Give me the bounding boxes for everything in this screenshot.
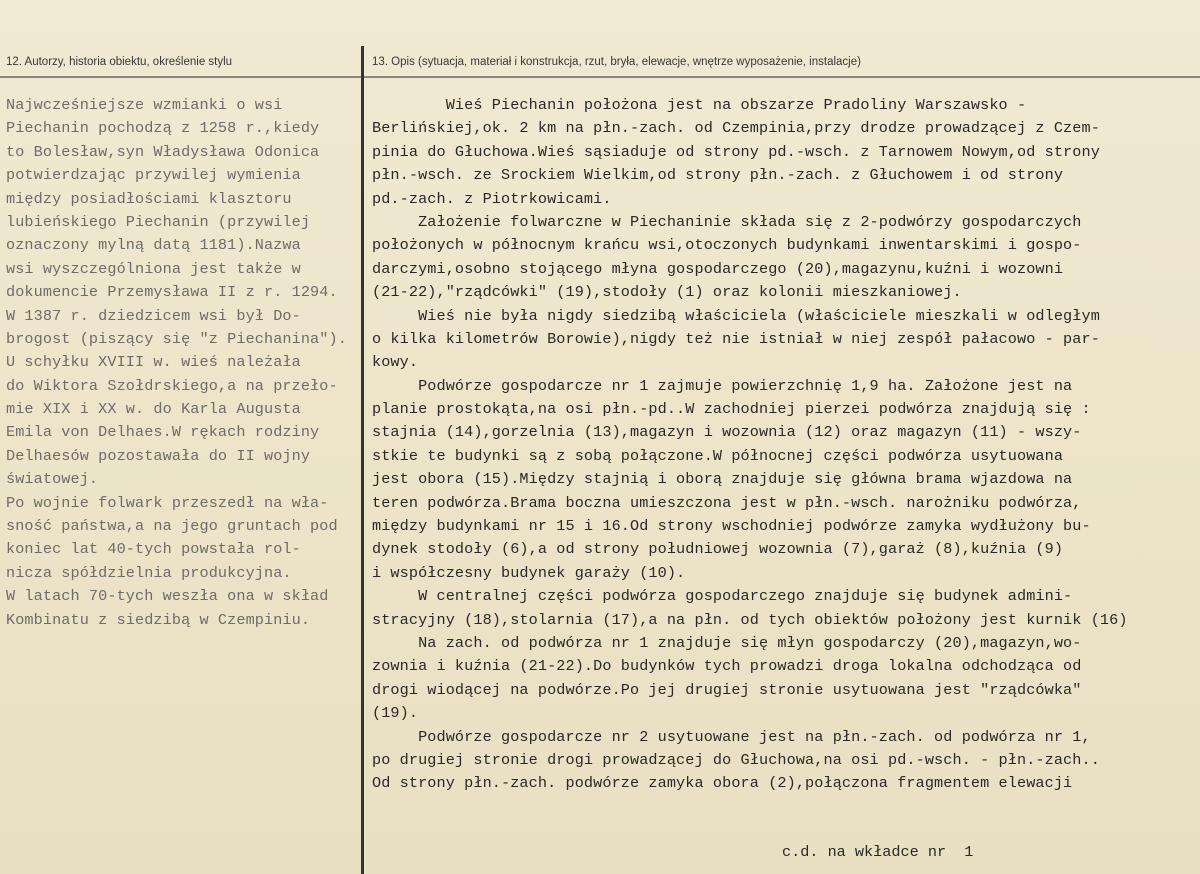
text-line: oznaczony mylną datą 1181).Nazwa bbox=[6, 236, 301, 255]
description-text-column bbox=[372, 94, 1198, 796]
text-line: lubieńskiego Piechanin (przywilej bbox=[6, 212, 311, 231]
text-line: jest obora (15).Między stajnią i oborą znajduje się główna brama wjazdowa na bbox=[372, 470, 1073, 489]
text-line: U schyłku XVIII w. wieś należała bbox=[6, 353, 301, 372]
text-line: Emila von Delhaes.W rękach rodziny bbox=[6, 423, 320, 442]
text-line: W centralnej części podwórza gospodarczego znajduje się budynek admini- bbox=[372, 587, 1073, 606]
text-line: Podwórze gospodarcze nr 1 zajmuje powierzchnię 1,9 ha. Założone jest na bbox=[372, 376, 1073, 395]
text-line: światowej. bbox=[6, 470, 99, 489]
text-line: Podwórze gospodarcze nr 2 usytuowane jest na płn.-zach. od podwórza nr 1, bbox=[372, 727, 1091, 746]
text-line: Delhaesów pozostawała do II wojny bbox=[6, 446, 311, 465]
text-line: W 1387 r. dziedzicem wsi był Do- bbox=[6, 306, 301, 325]
text-line: i współczesny budynek garaży (10). bbox=[372, 563, 686, 582]
text-line: koniec lat 40-tych powstała rol- bbox=[6, 540, 301, 559]
text-line: położonych w północnym krańcu wsi,otoczonych budynkami inwentarskimi i gospo- bbox=[372, 236, 1082, 255]
text-line: nicza spółdzielnia produkcyjna. bbox=[6, 563, 292, 582]
text-line: planie prostokąta,na osi płn.-pd..W zachodniej pierzei podwórza znajdują się : bbox=[372, 400, 1091, 419]
text-line: Piechanin pochodzą z 1258 r.,kiedy bbox=[6, 119, 320, 138]
column-divider bbox=[361, 46, 364, 874]
text-line: między budynkami nr 15 i 16.Od strony wschodniej podwórze zamyka wydłużony bu- bbox=[372, 517, 1091, 536]
text-line: dynek stodoły (6),a od strony południowej wozownia (7),garaż (8),kuźnia (9) bbox=[372, 540, 1064, 559]
text-line: brogost (piszący się "z Piechanina"). bbox=[6, 329, 347, 348]
text-line: zownia i kuźnia (21-22).Do budynków tych prowadzi droga lokalna odchodząca od bbox=[372, 657, 1082, 676]
text-line: W latach 70-tych weszła ona w skład bbox=[6, 587, 329, 606]
text-line: stkie te budynki są z sobą połączone.W północnej części podwórza usytuowana bbox=[372, 446, 1064, 465]
history-text-column bbox=[6, 94, 358, 632]
text-line: kowy. bbox=[372, 353, 419, 372]
text-line: Od strony płn.-zach. podwórze zamyka obora (2),połączona fragmentem elewacji bbox=[372, 774, 1073, 793]
text-line: (21-22),"rządcówki" (19),stodoły (1) oraz kolonii mieszkaniowej. bbox=[372, 283, 962, 302]
text-line: (19). bbox=[372, 704, 419, 723]
text-line: stajnia (14),gorzelnia (13),magazyn i wozownia (12) oraz magazyn (11) - wszy- bbox=[372, 423, 1082, 442]
text-line: to Bolesław,syn Władysława Odonica bbox=[6, 142, 320, 161]
text-line: Założenie folwarczne w Piechaninie składa się z 2-podwórzy gospodarczych bbox=[372, 212, 1082, 231]
text-line: stracyjny (18),stolarnia (17),a na płn. od tych obiektów położony jest kurnik (16) bbox=[372, 610, 1128, 629]
text-line: Na zach. od podwórza nr 1 znajduje się młyn gospodarczy (20),magazyn,wo- bbox=[372, 633, 1082, 652]
text-line: sność państwa,a na jego gruntach pod bbox=[6, 517, 338, 536]
section-header-authors-history: 12. Autorzy, historia obiektu, określenie stylu bbox=[6, 56, 233, 68]
continuation-note: c.d. na wkładce nr 1 bbox=[782, 843, 974, 861]
text-line: darczymi,osobno stojącego młyna gospodarczego (20),magazynu,kuźni i wozowni bbox=[372, 259, 1064, 278]
text-line: pd.-zach. z Piotrkowicami. bbox=[372, 189, 612, 208]
text-line: dokumencie Przemysława II z r. 1294. bbox=[6, 283, 338, 302]
text-line: Najwcześniejsze wzmianki o wsi bbox=[6, 96, 283, 114]
text-line: między posiadłościami klasztoru bbox=[6, 189, 292, 208]
text-line: Wieś Piechanin położona jest na obszarze Pradoliny Warszawsko - bbox=[372, 96, 1027, 114]
text-line: potwierdzając przywilej wymienia bbox=[6, 166, 301, 185]
text-line: pinia do Głuchowa.Wieś sąsiaduje od strony pd.-wsch. z Tarnowem Nowym,od strony bbox=[372, 142, 1100, 161]
text-line: o kilka kilometrów Borowie),nigdy też nie istniał w niej zespół pałacowo - par- bbox=[372, 329, 1100, 348]
text-line: po drugiej stronie drogi prowadzącej do Głuchowa,na osi pd.-wsch. - płn.-zach.. bbox=[372, 750, 1100, 769]
text-line: Po wojnie folwark przeszedł na wła- bbox=[6, 493, 329, 512]
text-line: teren podwórza.Brama boczna umieszczona jest w płn.-wsch. narożniku podwórza, bbox=[372, 493, 1082, 512]
text-line: drogi wiodącej na podwórze.Po jej drugiej stronie usytuowana jest "rządcówka" bbox=[372, 680, 1082, 699]
text-line: płn.-wsch. ze Srockiem Wielkim,od strony płn.-zach. z Głuchowem i od strony bbox=[372, 166, 1064, 185]
section-header-description: 13. Opis (sytuacja, materiał i konstrukcja, rzut, bryła, elewacje, wnętrze wyposażenie, instalacje) bbox=[372, 56, 861, 68]
text-line: do Wiktora Szołdrskiego,a na przeło- bbox=[6, 376, 338, 395]
text-line: Berlińskiej,ok. 2 km na płn.-zach. od Czempinia,przy drodze prowadzącej z Czem- bbox=[372, 119, 1100, 138]
text-line: Kombinatu z siedzibą w Czempiniu. bbox=[6, 610, 311, 629]
text-line: mie XIX i XX w. do Karla Augusta bbox=[6, 400, 301, 419]
text-line: Wieś nie była nigdy siedzibą właściciela (właściciele mieszkali w odległym bbox=[372, 306, 1100, 325]
header-rule bbox=[0, 76, 1200, 78]
text-line: wsi wyszczególniona jest także w bbox=[6, 259, 301, 278]
